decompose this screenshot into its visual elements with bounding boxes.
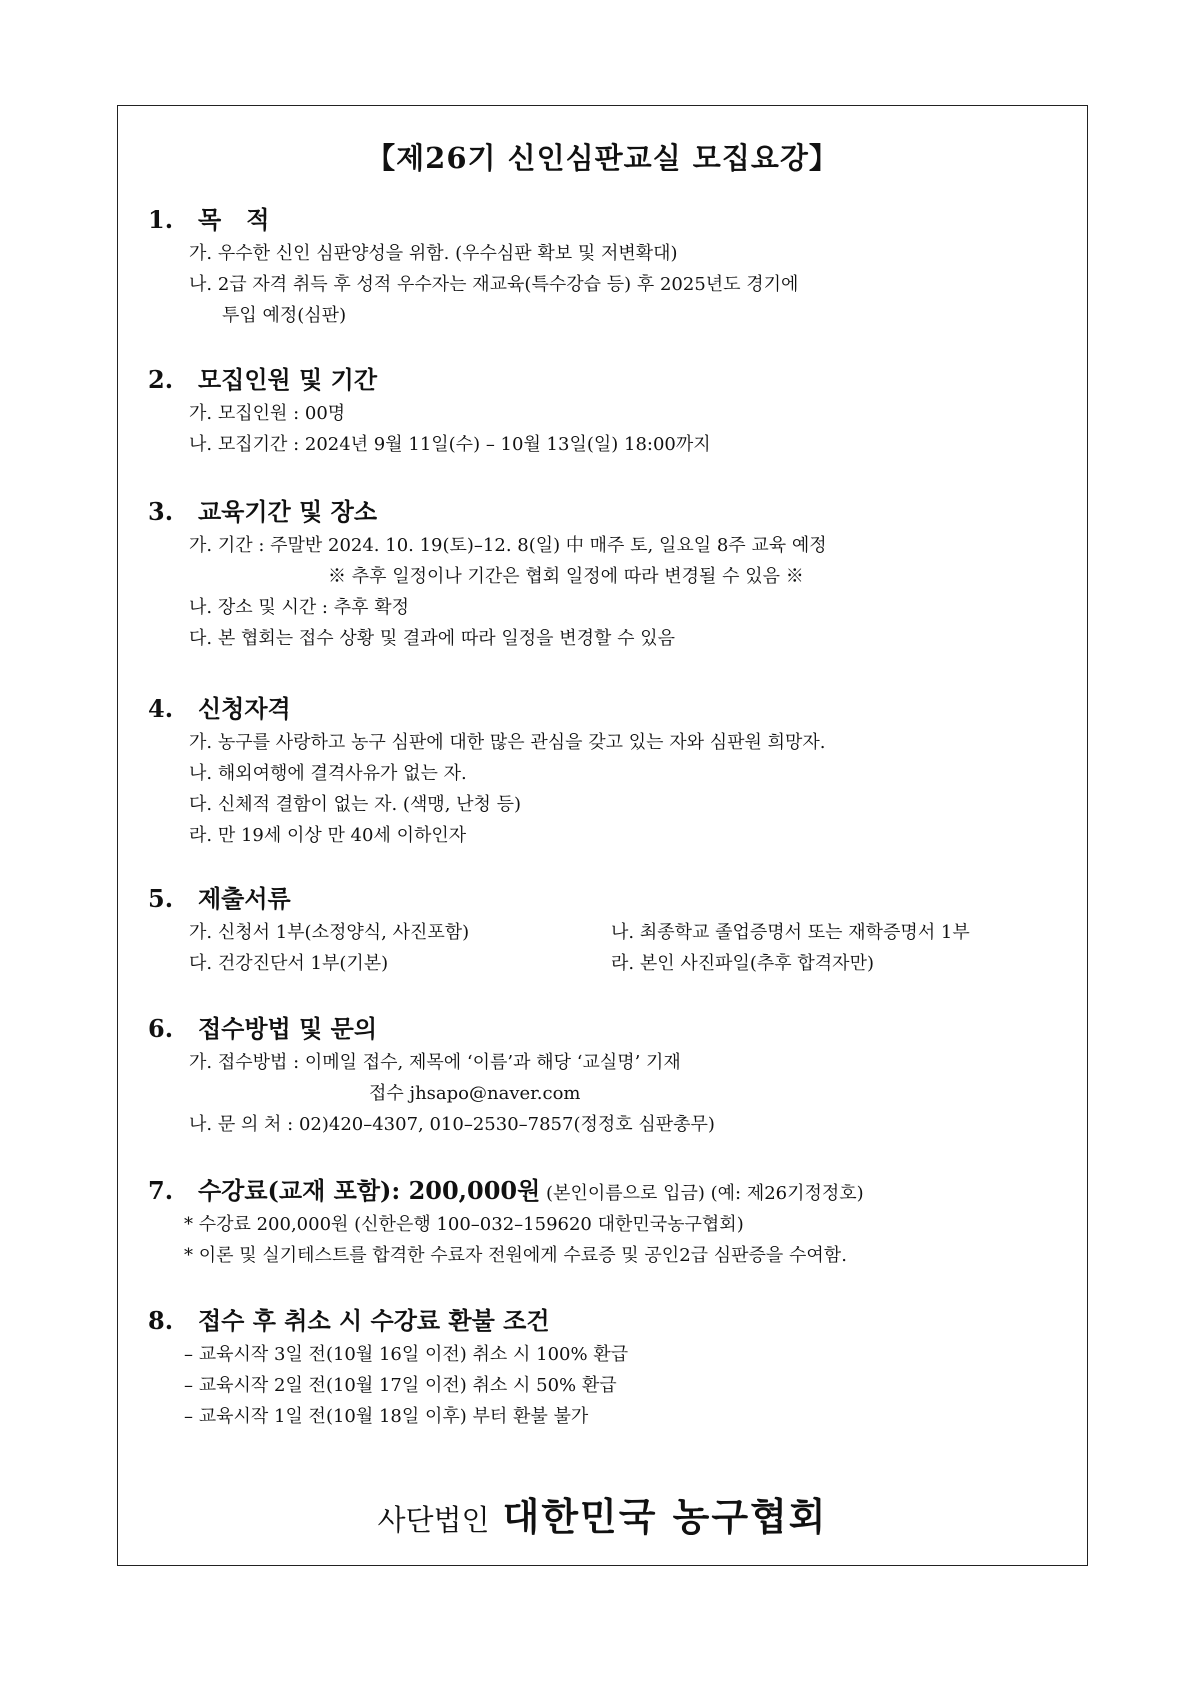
document-item: 다. 건강진단서 1부(기본) bbox=[189, 953, 389, 974]
tuition-note: * 수강료 200,000원 (신한은행 100–032–159620 대한민국농구협회) bbox=[184, 1214, 744, 1235]
section-heading: 2. 모집인원 및 기간 bbox=[148, 365, 377, 394]
list-item: 나. 문 의 처 : 02)420–4307, 010–2530–7857(정정호 심판총무) bbox=[189, 1114, 715, 1135]
document-title: 【제26기 신인심판교실 모집요강】 bbox=[366, 141, 839, 175]
section-application-method bbox=[148, 1011, 1067, 1140]
email-address: 접수 jhsapo@naver.com bbox=[369, 1083, 581, 1104]
list-item: 라. 만 19세 이상 만 40세 이하인자 bbox=[189, 825, 467, 846]
list-item: 가. 모집인원 : 00명 bbox=[189, 403, 346, 424]
section-purpose bbox=[148, 202, 1067, 331]
list-item: 다. 신체적 결함이 없는 자. (색맹, 난청 등) bbox=[189, 794, 522, 815]
list-item: 가. 농구를 사랑하고 농구 심판에 대한 많은 관심을 갖고 있는 자와 심판원 희망자. bbox=[189, 732, 826, 753]
section-heading: 7. 수강료(교재 포함): 200,000원 (본인이름으로 입금) (예: 제26기정정호) bbox=[148, 1176, 864, 1205]
list-item: 가. 우수한 신인 심판양성을 위함. (우수심판 확보 및 저변확대) bbox=[189, 243, 678, 264]
list-item: 가. 기간 : 주말반 2024. 10. 19(토)–12. 8(일) 中 매주 토, 일요일 8주 교육 예정 bbox=[189, 535, 827, 556]
section-heading: 8. 접수 후 취소 시 수강료 환불 조건 bbox=[148, 1306, 550, 1335]
section-tuition bbox=[148, 1173, 1067, 1271]
refund-rule: – 교육시작 2일 전(10월 17일 이전) 취소 시 50% 환급 bbox=[184, 1375, 617, 1396]
section-recruitment bbox=[148, 362, 1067, 460]
refund-rule: – 교육시작 1일 전(10월 18일 이후) 부터 환불 불가 bbox=[184, 1406, 589, 1427]
list-item: 나. 해외여행에 결격사유가 없는 자. bbox=[189, 763, 467, 784]
tuition-note: * 이론 및 실기테스트를 합격한 수료자 전원에게 수료증 및 공인2급 심판증을 수여함. bbox=[184, 1245, 847, 1266]
list-item: 가. 접수방법 : 이메일 접수, 제목에 ‘이름’과 해당 ‘교실명’ 기재 bbox=[189, 1052, 681, 1073]
section-heading: 5. 제출서류 bbox=[148, 884, 291, 913]
documents-row bbox=[148, 948, 1067, 979]
section-documents bbox=[148, 881, 1067, 979]
organization-name: 대한민국 농구협회 bbox=[502, 1494, 828, 1539]
section-education-period bbox=[148, 494, 1067, 654]
document-item: 가. 신청서 1부(소정양식, 사진포함) bbox=[189, 922, 470, 943]
list-item: 다. 본 협회는 접수 상황 및 결과에 따라 일정을 변경할 수 있음 bbox=[189, 628, 675, 649]
documents-row bbox=[148, 917, 1067, 948]
document-item: 나. 최종학교 졸업증명서 또는 재학증명서 1부 bbox=[611, 922, 970, 943]
section-heading: 6. 접수방법 및 문의 bbox=[148, 1014, 377, 1043]
list-item: 나. 장소 및 시간 : 추후 확정 bbox=[189, 597, 409, 618]
section-eligibility bbox=[148, 691, 1067, 851]
list-item-continued: 투입 예정(심판) bbox=[222, 305, 347, 326]
list-item: 나. 모집기간 : 2024년 9월 11일(수) – 10월 13일(일) 18:00까지 bbox=[189, 434, 711, 455]
section-refund bbox=[148, 1303, 1067, 1432]
list-item: 나. 2급 자격 취득 후 성적 우수자는 재교육(특수강습 등) 후 2025년도 경기에 bbox=[189, 274, 799, 295]
document-item: 라. 본인 사진파일(추후 합격자만) bbox=[611, 953, 874, 974]
organization-type: 사단법인 bbox=[377, 1503, 490, 1537]
schedule-notice: ※ 추후 일정이나 기간은 협회 일정에 따라 변경될 수 있음 ※ bbox=[328, 566, 804, 587]
section-heading: 1. 목 적 bbox=[148, 205, 270, 234]
document-frame bbox=[117, 105, 1088, 1566]
section-heading: 4. 신청자격 bbox=[148, 694, 291, 723]
organization-signature bbox=[118, 1486, 1087, 1541]
refund-rule: – 교육시작 3일 전(10월 16일 이전) 취소 시 100% 환급 bbox=[184, 1344, 629, 1365]
section-heading: 3. 교육기간 및 장소 bbox=[148, 497, 377, 526]
